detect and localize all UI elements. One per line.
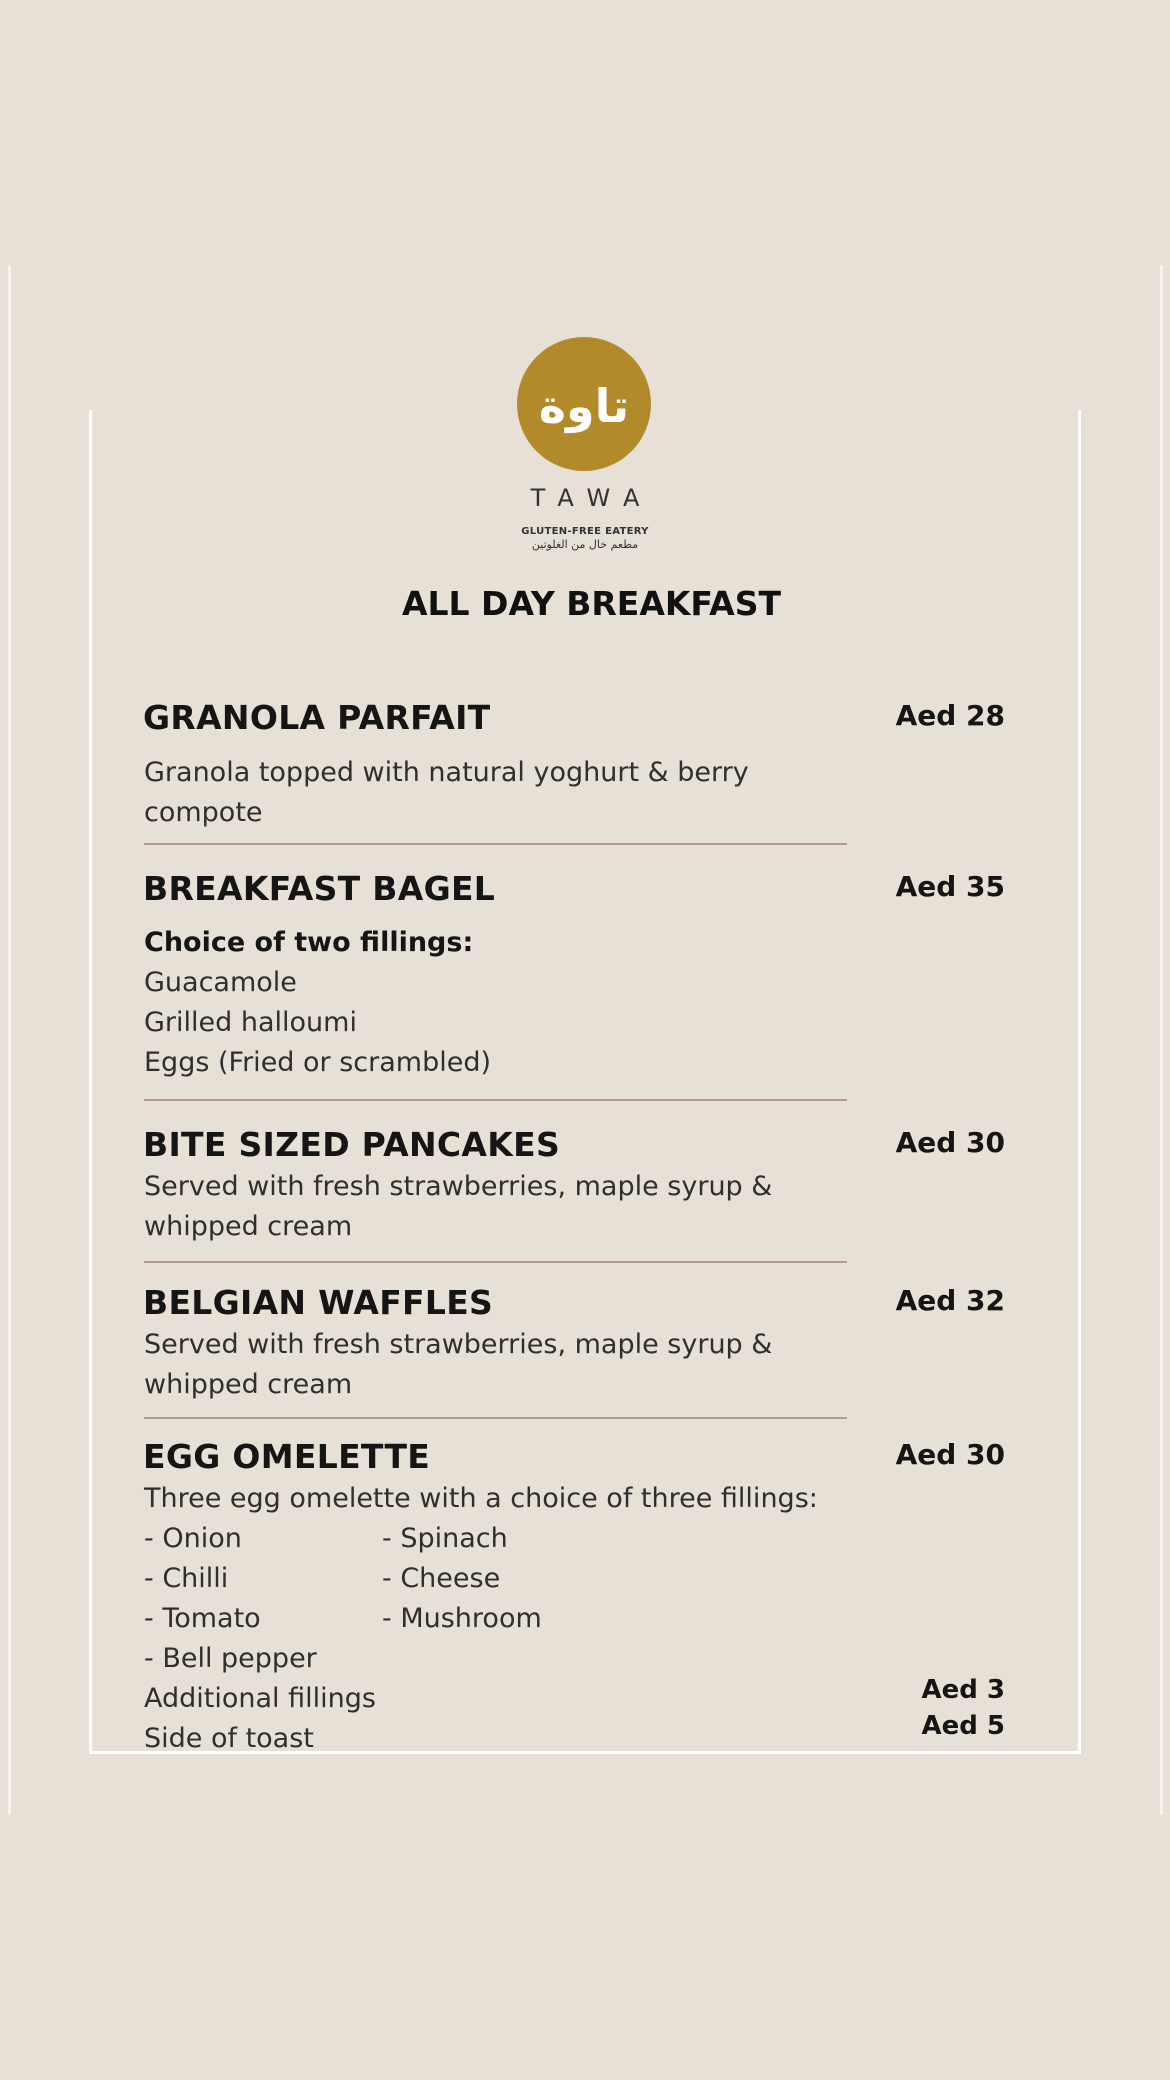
- divider: [144, 843, 847, 845]
- item-price-omelette: Aed 30: [895, 1438, 1005, 1471]
- divider: [144, 1417, 847, 1419]
- item-desc-waffles: Served with fresh strawberries, maple syrup & whipped cream: [144, 1329, 773, 1400]
- item-title-omelette: EGG OMELETTE: [143, 1437, 431, 1476]
- fillings-list: - Onion - Chilli - Tomato - Bell pepper - Spinach - Cheese - Mushroom: [144, 1519, 844, 1679]
- item-price-waffles: Aed 32: [895, 1284, 1005, 1317]
- extra-label: Additional fillings: [144, 1683, 376, 1714]
- extra-price-toast: Aed 5: [921, 1711, 1005, 1741]
- brand-tagline-ar: مطعم خال من الغلوتين: [531, 538, 639, 551]
- svg-text:تاوة: تاوة: [538, 379, 630, 433]
- item-title-pancakes: BITE SIZED PANCAKES: [143, 1125, 561, 1164]
- item-desc-pancakes: Served with fresh strawberries, maple syrup & whipped cream: [144, 1171, 773, 1242]
- fillings-right-column: - Spinach - Cheese - Mushroom: [382, 1523, 542, 1634]
- brand-tagline-en: GLUTEN-FREE EATERY: [521, 526, 649, 537]
- item-desc-bagel: Choice of two fillings: Guacamole Grilled halloumi Eggs (Fried or scrambled): [144, 927, 492, 1078]
- extra-price-fillings: Aed 3: [921, 1675, 1005, 1705]
- tawa-logo: [517, 337, 651, 471]
- divider: [144, 1099, 847, 1101]
- item-desc-omelette: Three egg omelette with a choice of three fillings: - Onion - Chilli - Tomato - Bell pepper - Spinach - Cheese - Mushroom Additional fillings Side of toast: [144, 1479, 844, 1779]
- logo-calligraphy-icon: [529, 364, 639, 444]
- section-title: ALL DAY BREAKFAST: [401, 584, 782, 623]
- item-title-granola: GRANOLA PARFAIT: [143, 698, 491, 737]
- item-desc-granola: Granola topped with natural yoghurt & berry compote: [144, 757, 749, 828]
- brand-name: TAWA: [530, 484, 654, 512]
- divider: [144, 1261, 847, 1263]
- item-title-bagel: BREAKFAST BAGEL: [143, 869, 496, 908]
- item-title-waffles: BELGIAN WAFFLES: [143, 1283, 494, 1322]
- item-price-granola: Aed 28: [895, 699, 1005, 732]
- item-price-bagel: Aed 35: [895, 870, 1005, 903]
- item-price-pancakes: Aed 30: [895, 1126, 1005, 1159]
- extra-label: Side of toast: [144, 1723, 314, 1754]
